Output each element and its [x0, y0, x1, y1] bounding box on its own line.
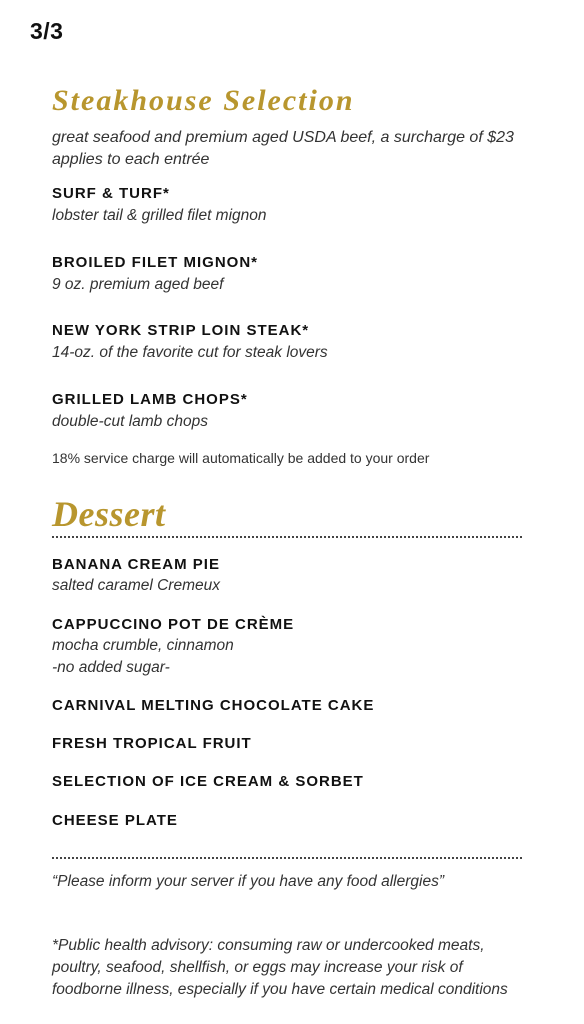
menu-item-description: salted caramel Cremeux [52, 577, 220, 594]
menu-item-description: 14-oz. of the favorite cut for steak lovers [52, 344, 328, 361]
menu-item-name: NEW YORK STRIP LOIN STEAK* [52, 322, 310, 339]
dessert-section-title: Dessert [52, 494, 166, 534]
menu-item-name: BROILED FILET MIGNON* [52, 254, 258, 271]
health-advisory-line-1: *Public health advisory: consuming raw or undercooked meats, [52, 937, 485, 954]
menu-item-note: -no added sugar- [52, 659, 170, 676]
health-advisory [52, 935, 532, 1001]
steakhouse-section-title: Steakhouse Selection [52, 84, 355, 117]
steakhouse-intro-line-1: great seafood and premium aged USDA beef, a surcharge of $23 [52, 129, 514, 146]
menu-item-description: double-cut lamb chops [52, 413, 208, 430]
allergy-notice: “Please inform your server if you have any food allergies” [52, 873, 444, 890]
menu-item-description: lobster tail & grilled filet mignon [52, 207, 267, 224]
menu-item-name: SELECTION OF ICE CREAM & SORBET [52, 773, 364, 790]
menu-item-name: SURF & TURF* [52, 185, 170, 202]
menu-item-name: BANANA CREAM PIE [52, 556, 220, 573]
health-advisory-line-3: foodborne illness, especially if you have certain medical conditions [52, 981, 508, 998]
menu-item-name: CAPPUCCINO POT DE CRÈME [52, 616, 295, 633]
menu-item-description: mocha crumble, cinnamon [52, 637, 234, 654]
menu-item-name: CARNIVAL MELTING CHOCOLATE CAKE [52, 697, 375, 714]
menu-item-name: CHEESE PLATE [52, 812, 178, 829]
steakhouse-intro [52, 127, 522, 171]
dotted-divider [52, 536, 522, 538]
health-advisory-line-2: poultry, seafood, shellfish, or eggs may increase your risk of [52, 959, 463, 976]
menu-item-description: 9 oz. premium aged beef [52, 276, 224, 293]
menu-item-name: FRESH TROPICAL FRUIT [52, 735, 252, 752]
menu-item-name: GRILLED LAMB CHOPS* [52, 391, 248, 408]
dotted-divider [52, 857, 522, 859]
page-counter: 3/3 [30, 18, 64, 44]
steakhouse-intro-line-2: applies to each entrée [52, 151, 210, 168]
service-charge-notice: 18% service charge will automatically be added to your order [52, 450, 430, 466]
